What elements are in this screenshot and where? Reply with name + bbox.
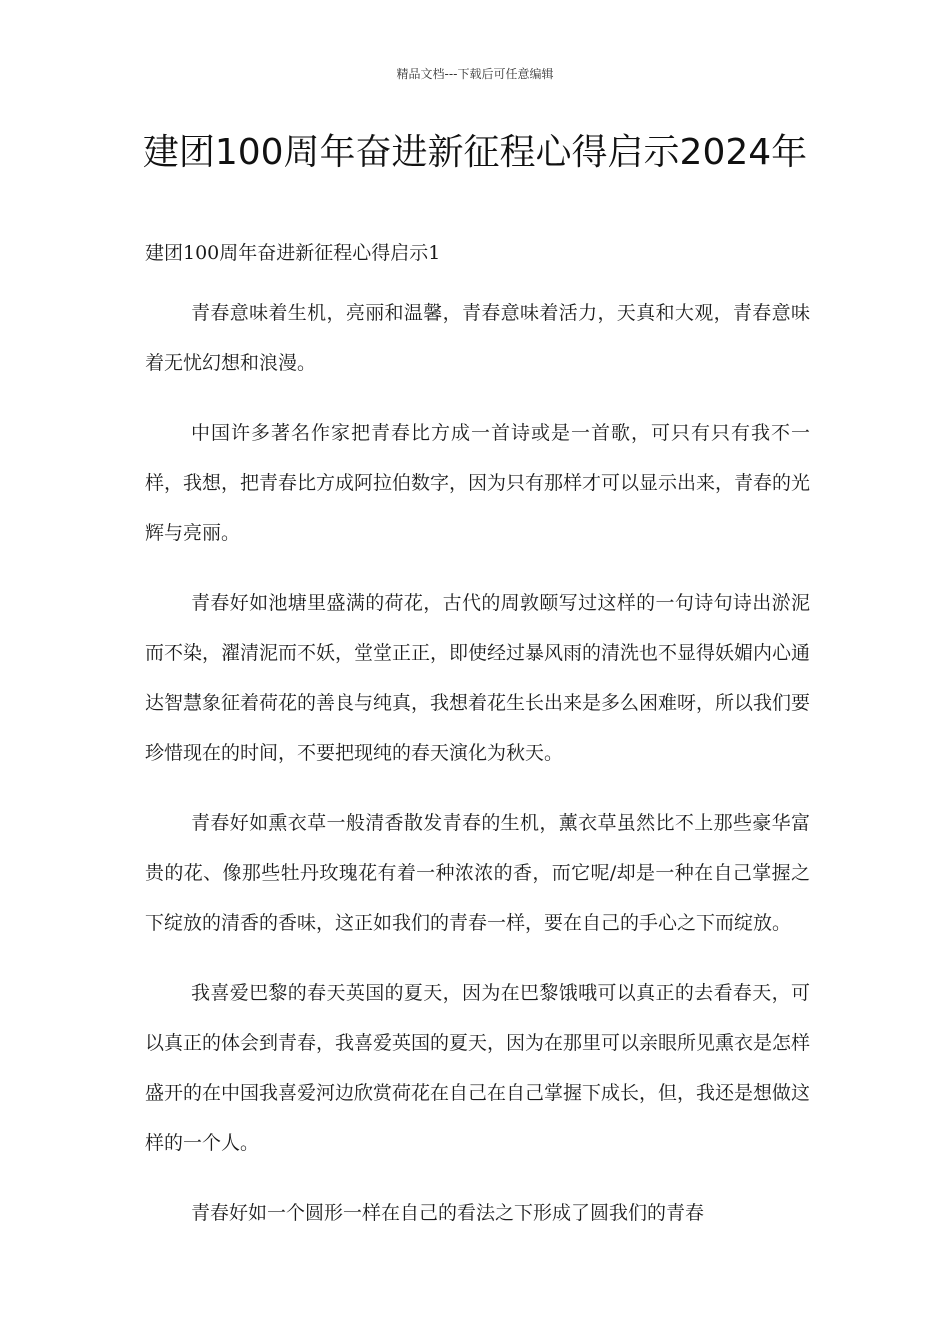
document-body xyxy=(145,238,810,1238)
paragraph-6: 青春好如一个圆形一样在自己的看法之下形成了圆我们的青春 xyxy=(191,1202,705,1224)
section-heading: 建团100周年奋进新征程心得启示1 xyxy=(145,242,441,264)
paragraph-3: 青春好如池塘里盛满的荷花，古代的周敦颐写过这样的一句诗句诗出淤泥而不染，濯清泥而不妖，堂堂正正，即使经过暴风雨的清洗也不显得妖媚内心通达智慧象征着荷花的善良与纯真，我想着花生长出来是多么困难呀，所以我们要珍惜现在的时间，不要把现纯的春天演化为秋天。 xyxy=(145,592,811,764)
document-title: 建团100周年奋进新征程心得启示2024年 xyxy=(142,132,808,173)
paragraph-2: 中国许多著名作家把青春比方成一首诗或是一首歌，可只有只有我不一样，我想，把青春比方成阿拉伯数字，因为只有那样才可以显示出来，青春的光辉与亮丽。 xyxy=(145,422,811,544)
paragraph-5: 我喜爱巴黎的春天英国的夏天，因为在巴黎饿哦可以真正的去看春天，可以真正的体会到青春，我喜爱英国的夏天，因为在那里可以亲眼所见熏衣是怎样盛开的在中国我喜爱河边欣赏荷花在自己在自己掌握下成长，但，我还是想做这样的一个人。 xyxy=(145,982,811,1154)
running-header: 精品文档---下载后可任意编辑 xyxy=(396,67,554,81)
paragraph-1: 青春意味着生机，亮丽和温馨，青春意味着活力，天真和大观，青春意味着无忧幻想和浪漫。 xyxy=(145,302,810,374)
paragraph-4: 青春好如熏衣草一般清香散发青春的生机，薰衣草虽然比不上那些豪华富贵的花、像那些牡丹玫瑰花有着一种浓浓的香，而它呢/却是一种在自己掌握之下绽放的清香的香味，这正如我们的青春一样，要在自己的手心之下而绽放。 xyxy=(145,812,810,934)
